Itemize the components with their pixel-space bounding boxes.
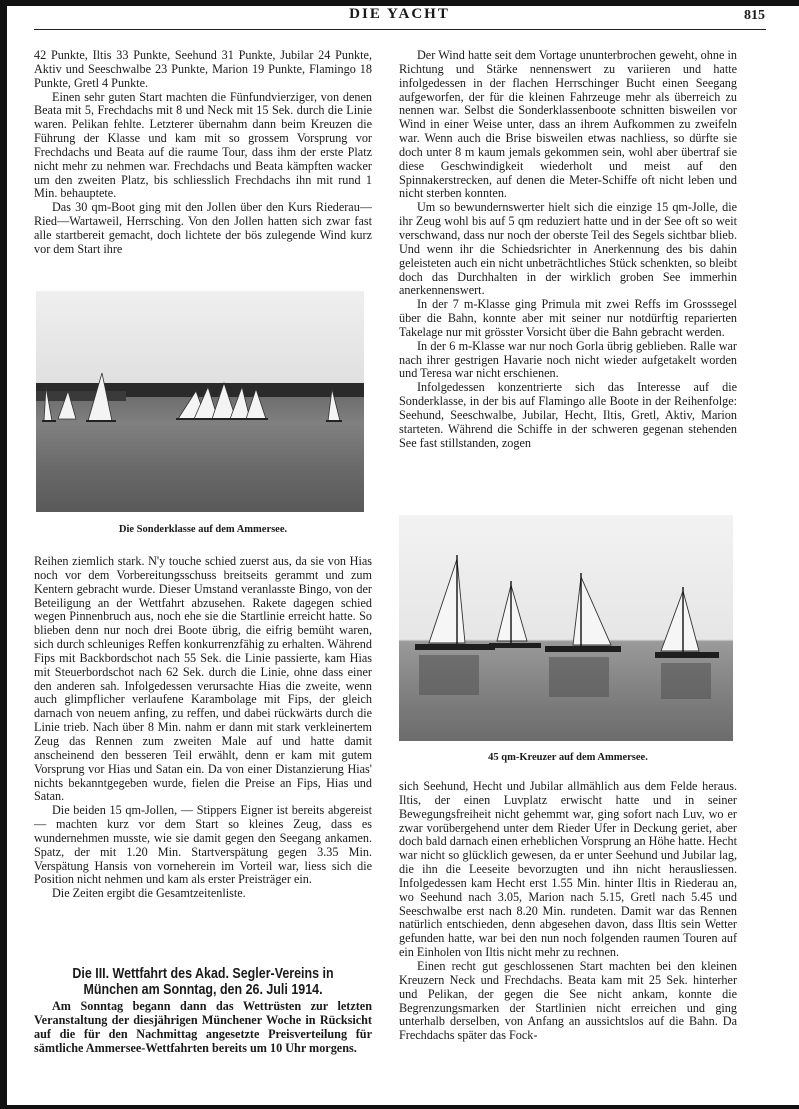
right-column-bottom	[399, 780, 737, 1043]
paragraph: Um so bewundernswerter hielt sich die einzige 15 qm-Jolle, die ihr Zeug wohl bis auf 5 qm reduziert hatte und in der See oft so weit verschwand, dass nur noch der oberste Teil des Segels sichtbar blieb. Und wenn ihr die Schiedsrichter in Anerkennung des bis dahin geleisteten auch ein nicht unbeträchtliches Stück schenkten, so bleibt doch das Durchhalten in der wirklich groben See immerhin anerkennenswert.	[399, 200, 737, 298]
sailboats-illustration	[36, 291, 364, 512]
paragraph: Am Sonntag begann dann das Wettrüsten zur letzten Veranstaltung der diesjährigen Münchener Woche in Rücksicht auf die für den Nachmittag angesetzte Preisverteilung für sämtliche Ammersee-Wettfahrten bereits um 10 Uhr morgens.	[34, 999, 372, 1055]
paragraph: 42 Punkte, Iltis 33 Punkte, Seehund 31 Punkte, Jubilar 24 Punkte, Aktiv und Seeschwalbe 23 Punkte, Marion 19 Punkte, Flamingo 18 Punkte, Gretl 4 Punkte.	[34, 48, 372, 90]
paragraph: Einen recht gut geschlossenen Start machten bei den kleinen Kreuzern Neck und Frechdachs. Beata kam mit 25 Sek. hinterher und Pelikan, der gegen die See nicht ankam, konnte die Begrenzungsmarken der Startlinien nicht erreichen und ging unterhalb derselben, von Anfang an aussichtslos auf die Bahn. Da Frechdachs später das Fock-	[399, 958, 737, 1043]
left-column-bottom	[34, 555, 372, 901]
paragraph: Die Zeiten ergibt die Gesamtzeitenliste.	[52, 886, 246, 901]
paragraph: Einen sehr guten Start machten die Fünfundvierziger, von denen Beata mit 5, Frechdachs mit 8 und Neck mit 15 Sek. durch die Linie waren. Pelikan fehlte. Letzterer übernahm dann beim Kreuzen die Führung der Klasse und kam mit so grossem Vorsprung vor Frechdachs und Beata auf die raume Tour, dass ihm der erste Platz nicht mehr zu nehmen war. Frechdachs und Beata kämpften wacker um den zweiten Platz, bis schliesslich Frechdachs ihn mit rund 1 Min. behauptete.	[34, 89, 372, 201]
running-title: DIE YACHT	[349, 6, 450, 22]
paragraph: In der 6 m-Klasse war nur noch Gorla übrig geblieben. Ralle war nach ihrer gestrigen Havarie noch nicht wieder aufgetakelt worden und Teresa war nicht erschienen.	[399, 338, 737, 381]
left-column-section	[34, 1000, 372, 1055]
photo-caption: Die Sonderklasse auf dem Ammersee.	[118, 524, 288, 535]
header-rule	[34, 29, 766, 30]
paragraph: Infolgedessen konzentrierte sich das Interesse auf die Sonderklasse, in der bis auf Flamingo alle Boote in der Reihenfolge: Seehund, Seeschwalbe, Jubilar, Hecht, Iltis, Gretl, Aktiv, Marion starteten. Während die Schiffe in der schweren gegenan stehenden See fast stillstanden, zogen	[399, 380, 737, 450]
paragraph: Die beiden 15 qm-Jollen, — Stippers Eigner ist bereits abgereist — machten kurz vor dem Start so kleines Zeug, dass es wundernehmen musste, wie sie damit gegen den Seegang ankamen. Spatz, der mit 1.20 Min. Startverspätung gegen 3.35 Min. Verspätung Hansis von vorneherein im Vorteil war, liess sich die Position nicht nehmen und kam als erster Preisträger ein.	[34, 803, 372, 887]
paragraph: Reihen ziemlich stark. N'y touche schied zuerst aus, da sie von Hias noch vor dem Vorbereitungsschuss breitseits gerammt und zum Kentern gebracht wurde. Dieser Umstand veranlasste Bingo, von der Beteiligung an der Wettfahrt abzusehen. Rakete dagegen schied wegen Pinnenbruch aus, noch ehe sie die Startlinie erreicht hatte. So blieben denn nur noch drei Boote übrig, die eifrig bemüht waren, sich durch schleuniges Reffen konkurrenzfähig zu erhalten. Während Fips mit Backbordschot nach 55 Sek. die Linie passierte, kam Hias mit Steuerbordschot nach 62 Sek. durch die Linie, ohne dass einer den anderen sah. Infolgedessen verursachte Hias die zweite, wenn auch glimpflicher verlaufene Karambolage mit Fips, der gleich darnach von neuem anfing, zu reffen, und dabei rückwärts durch die Linie trieb. Nach über 8 Min. nahm er dann mit stark verkleinertem Zeug das Rennen zum zweiten Male auf und hatte damit anscheinend den besseren Teil erwählt, denn er kam mit gutem Vorsprung vor Hias und Satan ein. Da von einer Distanzierung Hias' nichts bekanntgegeben wurde, fielen die Preise an Fips, Hias und Satan.	[34, 554, 372, 804]
photo-kreuzer	[399, 515, 733, 741]
photo-sonderklasse	[36, 291, 364, 512]
photo-caption: 45 qm-Kreuzer auf dem Ammersee.	[488, 752, 648, 763]
page-number: 815	[744, 8, 765, 23]
paragraph: sich Seehund, Hecht und Jubilar allmählich aus dem Felde heraus. Iltis, der einen Luvplatz erwischt hatte und in seiner Bewegungsfreiheit nicht gehemmt war, ging sofort nach Luv, wo er zwar vorübergehend unter dem Rieder Ufer in Deckung geriet, aber doch bald darnach einen erheblichen Vorsprung an Höhe hatte. Hecht war nicht so glücklich gewesen, da er unter Seehund und Jubilar lag, die ihn die Leeseite bevorzugten und ihn nicht herausliessen. Infolgedessen kam Hecht erst 1.55 Min. hinter Iltis in Riederau an, wo Seehund nach 3.05, Marion nach 5.15, Gretl nach 5.45 und Seeschwalbe erst nach 8.20 Min. rundeten. Damit war das Rennen natürlich entschieden, denn abgesehen davon, dass Iltis sein Wetter gefunden hatte, war bei den nun noch folgenden raumen Touren auf ein Einholen von Iltis nicht mehr zu rechnen.	[399, 779, 737, 960]
paragraph: Das 30 qm-Boot ging mit den Jollen über den Kurs Riederau—Ried—Wartaweil, Herrsching. Von den Jollen hatten sich zwar fast alle startbereit gemacht, doch lichtete der bös zulegende Wind kurz vor dem Start ihre	[34, 200, 372, 256]
left-border	[0, 0, 7, 1109]
paragraph: Der Wind hatte seit dem Vortage ununterbrochen geweht, ohne in Richtung und Stärke nennenswert zu variieren und hatte infolgedessen in der flachen Herrschinger Bucht einen Seegang aufgeworfen, der für die kleinen Fahrzeuge mehr als überreich zu nennen war. Selbst die Sonderklassenboote schnitten bisweilen vor Wind in einer Weise unter, dass an ihrem Aufkommen zu zweifeln war. Wenn auch die Brise bisweilen etwas nachliess, so dürfte sie doch unter 8 m kaum jemals gekommen sein, wohl aber übertraf sie diese Geschwindigkeit wiederholt und meist auf den Spinnakerstrecken, auf denen die Meter-Schiffe oft nicht leben und nicht sterben konnten.	[399, 48, 737, 201]
section-heading: Die III. Wettfahrt des Akad. Segler-Vereins in München am Sonntag, den 26. Juli 1914.	[72, 966, 334, 998]
bottom-border	[0, 1105, 799, 1109]
right-column-top	[399, 49, 737, 450]
left-column-top	[34, 49, 372, 257]
paragraph: In der 7 m-Klasse ging Primula mit zwei Reffs im Grosssegel über die Bahn, konnte aber mit seiner nur notdürftig reparierten Takelage nur mit grösster Vorsicht über die Bahn gebracht werden.	[399, 297, 737, 339]
cruisers-illustration	[399, 515, 733, 741]
